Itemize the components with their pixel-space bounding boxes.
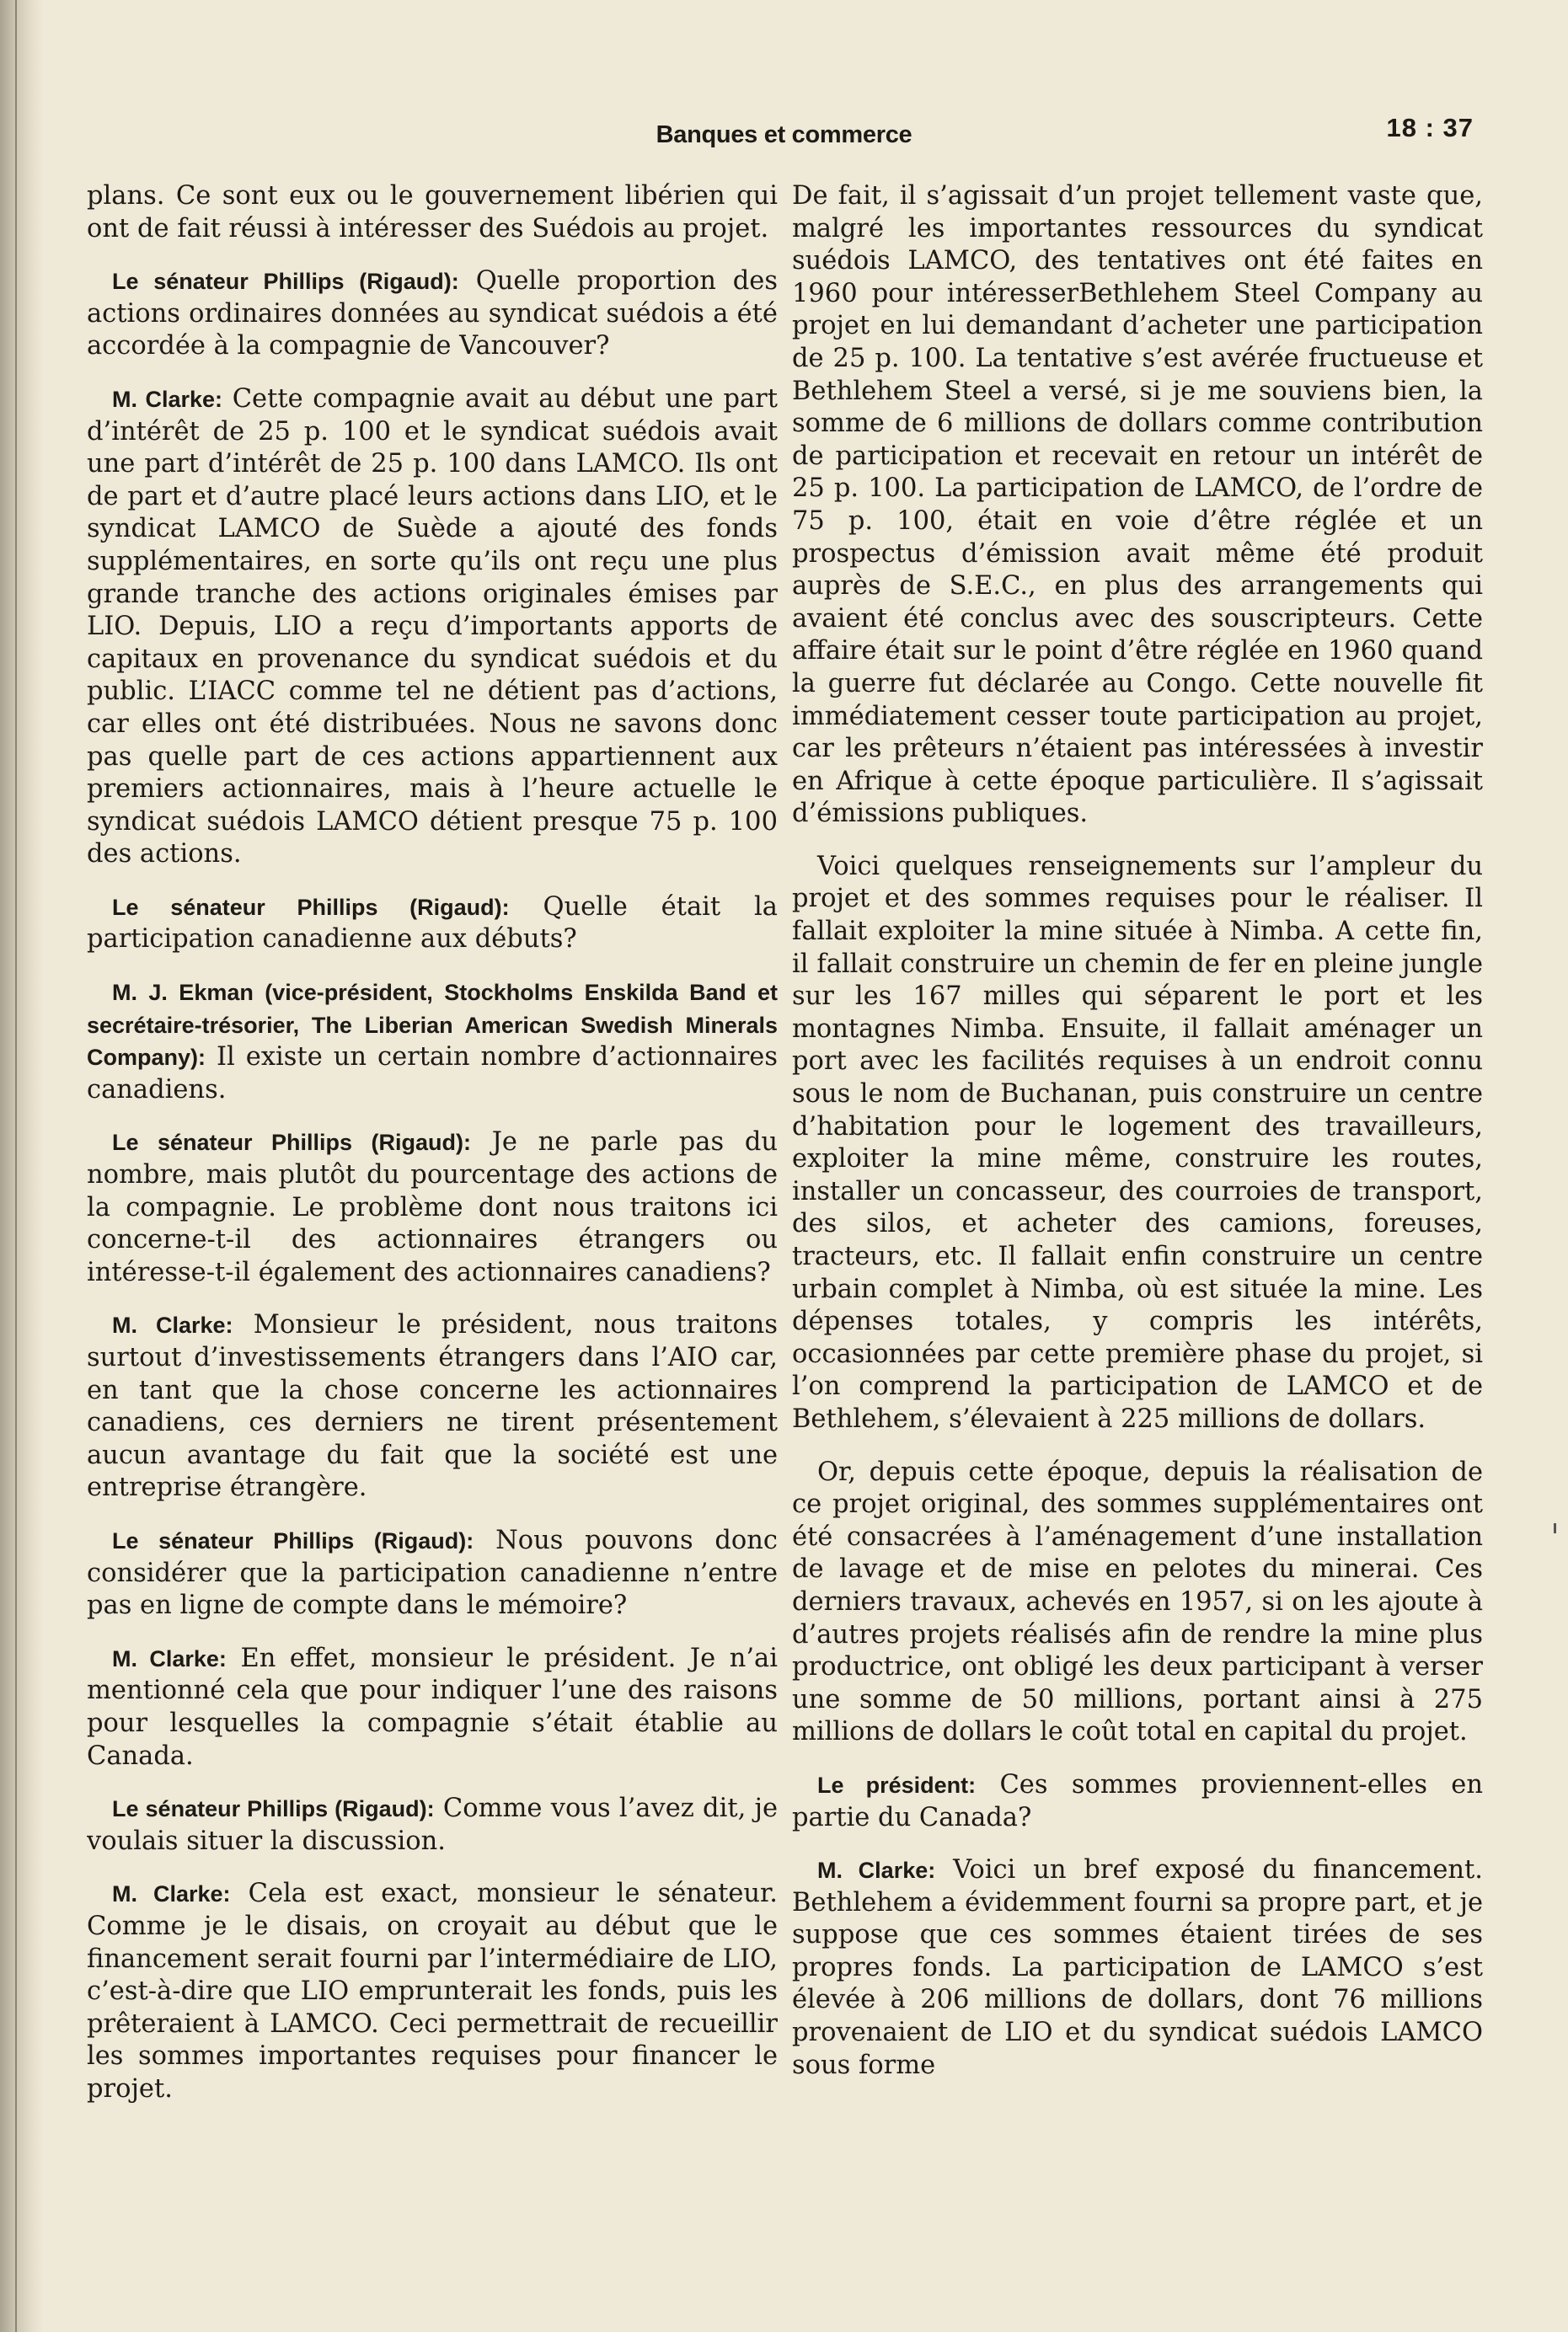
speaker-name: M. Clarke: [817,1858,936,1884]
paragraph [87,1309,778,1505]
paragraph [87,1126,778,1289]
paragraph-text: Voici quelques renseignements sur l’ampleur du projet et des sommes requises pour le réaliser. Il fallait exploiter la mine située à Nimba. A cette fin, il fallait construire un chemin de fer en pleine jungle sur les 167 milles qui séparent le port et les montagnes Nimba. Ensuite, il fallait aménager un port avec les facilités requises à un endroit connu sous le nom de Buchanan, puis construire un centre d’habitation pour le logement des travailleurs, exploiter la mine même, construire les routes, installer un concasseur, des courroies de transport, des silos, et acheter des camions, foreuses, tracteurs, etc. Il fallait enfin construire un centre urbain complet à Nimba, où est située la mine. Les dépenses totales, y compris les intérêts, occasionnées par cette première phase du projet, si l’on comprend la participation de LAMCO et de Bethlehem, s’élevaient à 225 millions de dollars. [792,851,1483,1434]
page-binding-shadow [0,0,44,2332]
paragraph-text: Je ne parle pas du nombre, mais plutôt du pourcentage des actions de la compagnie. Le problème dont nous traitons ici concerne-t-il des actionnaires étrangers ou intéresse-t-il également des actionnaires canadiens? [87,1127,778,1287]
speaker-name: Le sénateur Phillips (Rigaud): [112,894,510,920]
paragraph-text: En effet, monsieur le président. Je n’ai mentionné cela que pour indiquer l’une des raisons pour lesquelles la compagnie s’était établie au Canada. [87,1643,778,1771]
speaker-name: Le président: [817,1772,977,1798]
paragraph-text: Monsieur le président, nous traitons surtout d’investissements étrangers dans l’AIO car, en tant que la chose concerne les actionnaires canadiens, ces derniers ne tirent présentement aucun avantage du fait que la société est une entreprise étrangère. [87,1310,778,1503]
paragraph [87,180,778,245]
speaker-name: M. Clarke: [112,386,223,412]
speaker-name: M. Clarke: [112,1881,231,1907]
paragraph [87,1643,778,1773]
paragraph-text: Il existe un certain nombre d’actionnaires canadiens. [87,1042,778,1104]
binding-edge [15,0,17,2332]
paragraph-text: Or, depuis cette époque, depuis la réalisation de ce projet original, des sommes supplémentaires ont été consacrées à l’aménagement d’une installation de lavage et de mise en pelotes du minerai. Ces derniers travaux, achevés en 1957, si on les ajoute à d’autres projets réalisés afin de rendre la mine plus productrice, ont obligé les deux participant à verser une somme de 50 millions, portant ainsi à 275 millions de dollars le coût total en capital du projet. [792,1457,1483,1747]
paragraph-text: Quelle était la participation canadienne aux débuts? [87,891,778,955]
paragraph [792,1769,1483,1834]
paragraph [87,383,778,871]
paragraph [87,265,778,363]
running-header-title: Banques et commerce [656,121,912,148]
paragraph-text: Ces sommes proviennent-elles en partie du Canada? [792,1769,1483,1832]
page-number: 18 : 37 [1386,113,1474,142]
paragraph-text: Voici un bref exposé du financement. Bethlehem a évidemment fourni sa propre part, et je suppose que ces sommes étaient tirées de ses propres fonds. La participation de LAMCO s’est élevée à 206 millions de dollars, dont 76 millions provenaient de LIO et du syndicat suédois LAMCO sous forme [792,1855,1483,2080]
speaker-name: M. Clarke: [112,1645,227,1671]
speaker-name: M. Clarke: [112,1313,233,1339]
paragraph [792,1457,1483,1749]
speaker-name: M. J. Ekman (vice-président, Stockholms Enskilda Band et secrétaire-trésorier, The Liberian American Swedish Minerals Company): [87,980,778,1071]
margin-mark [1554,1523,1556,1533]
paragraph [87,976,778,1106]
right-column [792,180,1483,2236]
paragraph [87,1793,778,1858]
paragraph [87,1525,778,1623]
speaker-name: Le sénateur Phillips (Rigaud): [112,1527,474,1554]
speaker-name: Le sénateur Phillips (Rigaud): [112,1130,471,1156]
left-column [87,180,778,2236]
paragraph-text: Quelle proportion des actions ordinaires données au syndicat suédois a été accordée à la compagnie de Vancouver? [87,266,778,361]
speaker-name: Le sénateur Phillips (Rigaud): [112,1796,435,1822]
paragraph [792,180,1483,831]
paragraph-text: Cela est exact, monsieur le sénateur. Comme je le disais, on croyait au début que le financement serait fourni par l’intermédiaire de LIO, c’est-à-dire que LIO emprunterait les fonds, puis les prêteraient à LAMCO. Ceci permettrait de recueillir les sommes importantes requises pour financer le projet. [87,1879,778,2104]
paragraph [87,1878,778,2105]
paragraph-text: Nous pouvons donc considérer que la participation canadienne n’entre pas en ligne de compte dans le mémoire? [87,1525,778,1621]
paragraph [792,1854,1483,2082]
paragraph-text: plans. Ce sont eux ou le gouvernement libérien qui ont de fait réussi à intéresser des Suédois au projet. [87,181,778,243]
paragraph-text: De fait, il s’agissait d’un projet tellement vaste que, malgré les importantes ressources du syndicat suédois LAMCO, des tentatives ont été faites en 1960 pour intéresserBethlehem Steel Company au projet en lui demandant d’acheter une participation de 25 p. 100. La tentative s’est avérée fructueuse et Bethlehem Steel a versé, si je me souviens bien, la somme de 6 millions de dollars comme contribution de participation et recevait en retour un intérêt de 25 p. 100. La participation de LAMCO, de l’ordre de 75 p. 100, était en voie d’être réglée et un prospectus d’émission avait même été produit auprès de S.E.C., en plus des arrangements qui avaient été conclus avec des souscripteurs. Cette affaire était sur le point d’être réglée en 1960 quand la guerre fut déclarée au Congo. Cette nouvelle fit immédiatement cesser toute participation au projet, car les prêteurs n’étaient pas intéressées à investir en Afrique à cette époque particulière. Il s’agissait d’émissions publiques. [792,181,1483,829]
speaker-name: Le sénateur Phillips (Rigaud): [112,269,459,295]
paragraph-text: Comme vous l’avez dit, je voulais situer la discussion. [87,1794,778,1856]
paragraph-text: Cette compagnie avait au début une part d’intérêt de 25 p. 100 et le syndicat suédois avait une part d’intérêt de 25 p. 100 dans LAMCO. Ils ont de part et d’autre placé leurs actions dans LIO, et le syndicat LAMCO de Suède a ajouté des fonds supplémentaires, en sorte qu’ils ont reçu une plus grande tranche des actions originales émises par LIO. Depuis, LIO a reçu d’importants apports de capitaux en provenance du syndicat suédois et du public. L’IACC comme tel ne détient pas d’actions, car elles ont été distribuées. Nous ne savons donc pas quelle part de ces actions appartiennent aux premiers actionnaires, mais à l’heure actuelle le syndicat suédois LAMCO détient presque 75 p. 100 des actions. [87,383,778,869]
paragraph [87,891,778,956]
paragraph [792,851,1483,1436]
